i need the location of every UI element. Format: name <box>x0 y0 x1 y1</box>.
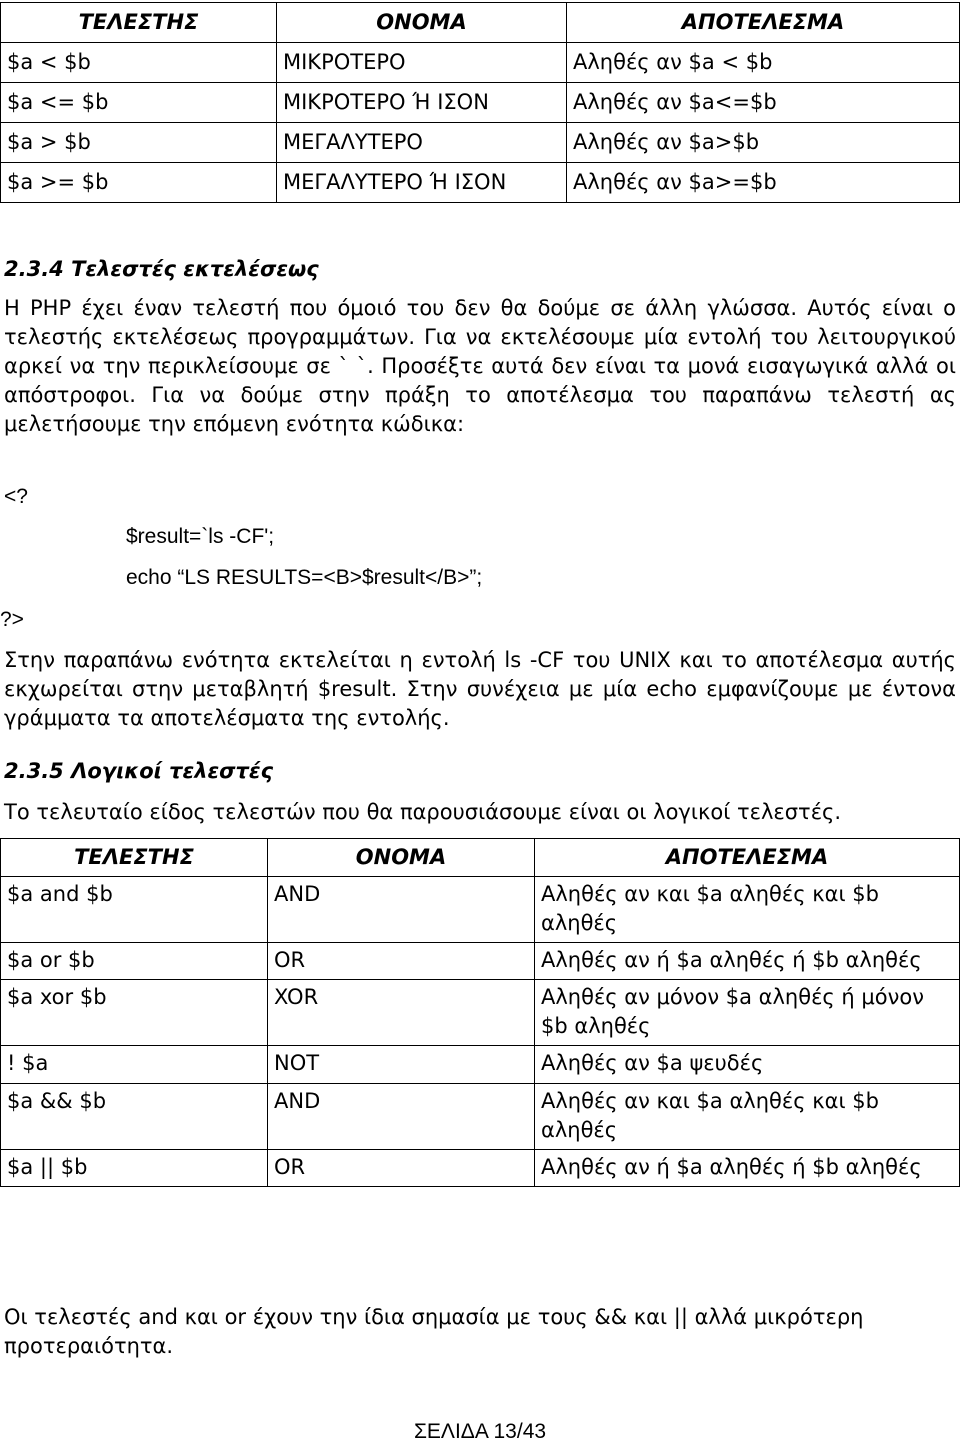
result-cell: Αληθές αν ή $a αληθές ή $b αληθές <box>535 1150 960 1187</box>
code-line-1: $result=`ls -CF'; <box>126 525 275 548</box>
header-operator: ΤΕΛΕΣΤΗΣ <box>1 839 268 877</box>
code-close-tag: ?> <box>0 608 24 631</box>
result-cell: Αληθές αν $a>$b <box>567 123 960 163</box>
table-row <box>1 1046 960 1084</box>
section-heading-2-3-4: 2.3.4 Τελεστές εκτελέσεως <box>4 257 319 281</box>
table-row <box>1 980 960 1046</box>
header-operator: ΤΕΛΕΣΤΗΣ <box>1 3 277 43</box>
operator-cell: $a > $b <box>1 123 277 163</box>
result-cell: Αληθές αν $a>=$b <box>567 163 960 203</box>
operator-cell: $a >= $b <box>1 163 277 203</box>
operator-cell: $a and $b <box>1 877 268 943</box>
name-cell: AND <box>268 1084 535 1150</box>
result-cell: Αληθές αν και $a αληθές και $b αληθές <box>535 877 960 943</box>
header-name: ΟΝΟΜΑ <box>268 839 535 877</box>
page-number-footer: ΣΕΛΙΔΑ 13/43 <box>413 1420 547 1443</box>
result-cell: Αληθές αν μόνον $a αληθές ή μόνον $b αληθές <box>535 980 960 1046</box>
table-row <box>1 877 960 943</box>
table-header-row <box>1 839 960 877</box>
operator-cell: ! $a <box>1 1046 268 1084</box>
operator-cell: $a || $b <box>1 1150 268 1187</box>
header-result: ΑΠΟΤΕΛΕΣΜΑ <box>535 839 960 877</box>
header-name: ΟΝΟΜΑ <box>277 3 567 43</box>
table-header-row <box>1 3 960 43</box>
section-paragraph: Η PHP έχει έναν τελεστή που όμοιό του δεν θα δούμε σε άλλη γλώσσα. Αυτός είναι ο τελεστής εκτελέσεως προγραμμάτων. Για να εκτελέσουμε μία εντολή του λειτουργικού αρκεί να την περικλείσουμε σε ` `. Προσέξτε αυτά δεν είναι τα μονά εισαγωγικά αλλά οι απόστροφοι. Για να δούμε στην πράξη το αποτέλεσμα του παραπάνω τελεστή ας μελετήσουμε την επόμενη ενότητα κώδικα: <box>4 296 956 436</box>
operator-cell: $a < $b <box>1 43 277 83</box>
operator-cell: $a or $b <box>1 943 268 980</box>
name-cell: XOR <box>268 980 535 1046</box>
explanation-paragraph: Στην παραπάνω ενότητα εκτελείται η εντολή ls -CF του UNIX και το αποτέλεσμα αυτής εκχωρείται στην μεταβλητή $result. Στην συνέχεια με μία echo εμφανίζουμε με έντονα γράμματα τα αποτελέσματα της εντολής. <box>4 648 956 730</box>
operator-cell: $a && $b <box>1 1084 268 1150</box>
result-cell: Αληθές αν ή $a αληθές ή $b αληθές <box>535 943 960 980</box>
result-cell: Αληθές αν και $a αληθές και $b αληθές <box>535 1084 960 1150</box>
logical-operators-intro: Το τελευταίο είδος τελεστών που θα παρουσιάσουμε είναι οι λογικοί τελεστές. <box>4 800 842 824</box>
header-result: ΑΠΟΤΕΛΕΣΜΑ <box>567 3 960 43</box>
name-cell: OR <box>268 1150 535 1187</box>
name-cell: ΜΙΚΡΟΤΕΡΟ Ή ΙΣΟΝ <box>277 83 567 123</box>
table-row <box>1 83 960 123</box>
table-row <box>1 123 960 163</box>
logical-operators-table <box>0 838 960 1187</box>
operator-cell: $a <= $b <box>1 83 277 123</box>
closing-note: Οι τελεστές and και or έχουν την ίδια σημασία με τους && και || αλλά μικρότερη προτεραιότητα. <box>4 1305 864 1358</box>
result-cell: Αληθές αν $a<=$b <box>567 83 960 123</box>
comparison-operators-table <box>0 2 960 203</box>
result-cell: Αληθές αν $a ψευδές <box>535 1046 960 1084</box>
code-line-2: echo “LS RESULTS=<B>$result</B>”; <box>126 566 483 589</box>
operator-cell: $a xor $b <box>1 980 268 1046</box>
code-open-tag: <? <box>4 485 28 508</box>
name-cell: AND <box>268 877 535 943</box>
name-cell: ΜΕΓΑΛΥΤΕΡΟ <box>277 123 567 163</box>
table-row <box>1 1150 960 1187</box>
table-row <box>1 943 960 980</box>
name-cell: NOT <box>268 1046 535 1084</box>
table-row <box>1 1084 960 1150</box>
table-row <box>1 43 960 83</box>
name-cell: OR <box>268 943 535 980</box>
name-cell: ΜΙΚΡΟΤΕΡΟ <box>277 43 567 83</box>
section-heading-2-3-5: 2.3.5 Λογικοί τελεστές <box>4 759 274 783</box>
result-cell: Αληθές αν $a < $b <box>567 43 960 83</box>
table-row <box>1 163 960 203</box>
name-cell: ΜΕΓΑΛΥΤΕΡΟ Ή ΙΣΟΝ <box>277 163 567 203</box>
